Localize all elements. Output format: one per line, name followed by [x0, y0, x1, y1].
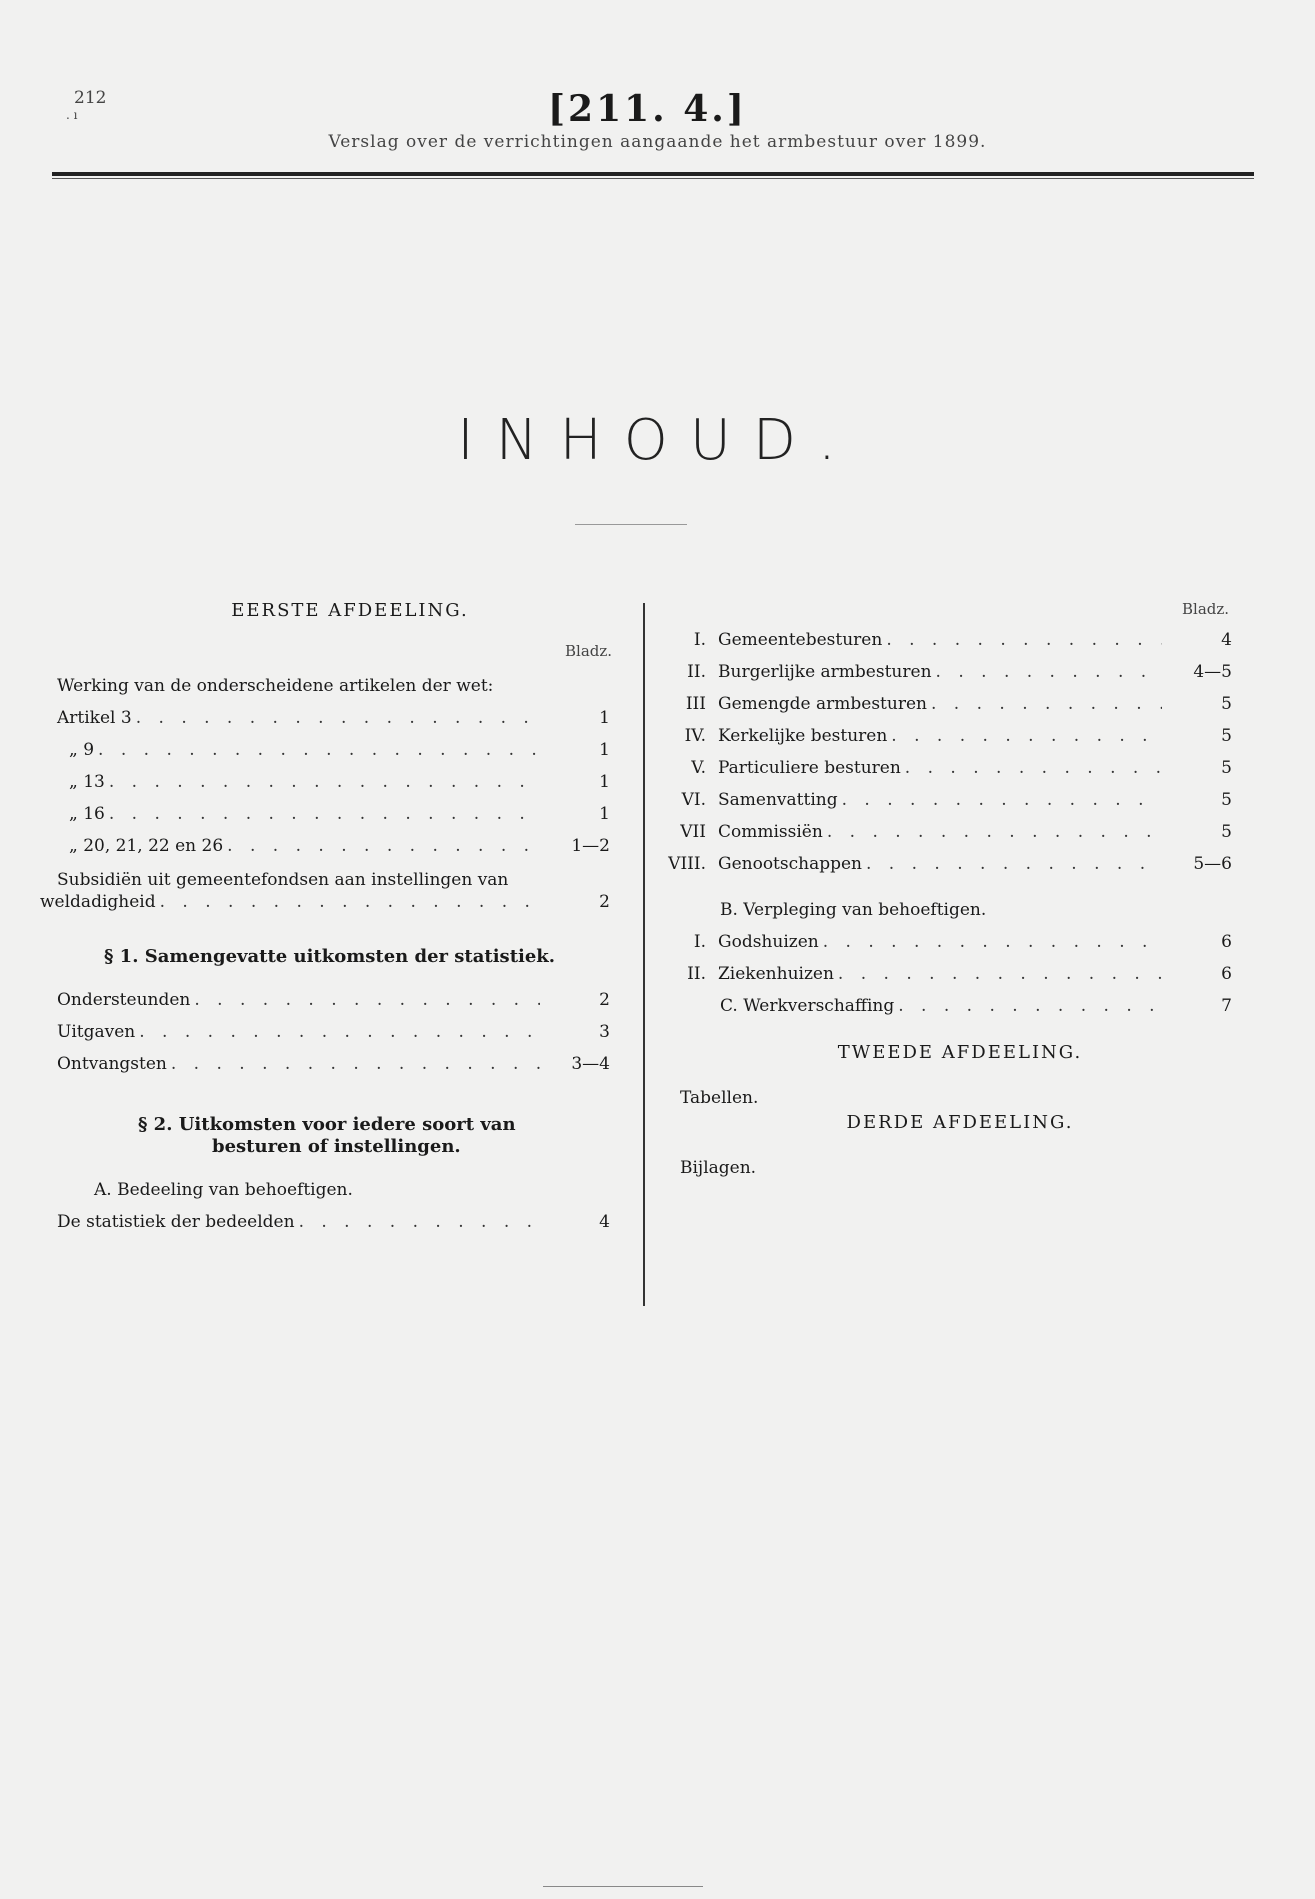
toc-entry-page: 1 — [599, 740, 610, 760]
toc-entry-label: „ 9 — [69, 740, 95, 760]
leader-dots — [105, 804, 540, 824]
subsidie-text: Subsidiën uit gemeentefondsen aan instellingen van — [57, 870, 509, 890]
toc-entry-page: 6 — [1221, 964, 1232, 984]
toc-entry[interactable] — [662, 758, 1232, 784]
leader-dots — [105, 772, 540, 792]
toc-entry-number: VII — [680, 822, 706, 842]
bottom-rule — [543, 1886, 703, 1887]
running-head: Verslag over de verrichtingen aangaande het armbestuur over 1899. — [328, 132, 987, 152]
toc-entry-label: Burgerlijke armbesturen — [718, 662, 932, 682]
intro-text: Werking van de onderscheidene artikelen der wet: — [57, 676, 494, 696]
leader-dots — [901, 758, 1162, 778]
toc-entry-label: Artikel 3 — [57, 708, 132, 728]
leader-dots — [135, 1022, 540, 1042]
leader-dots — [223, 836, 540, 856]
toc-entry[interactable] — [662, 854, 1232, 880]
toc-entry-label: „ 13 — [69, 772, 105, 792]
leader-dots — [862, 854, 1162, 874]
toc-entry[interactable] — [720, 996, 1232, 1022]
toc-entry[interactable] — [57, 740, 610, 766]
toc-entry-page: 3—4 — [571, 1054, 610, 1074]
leader-dots — [94, 740, 540, 760]
leader-dots — [887, 726, 1162, 746]
toc-entry[interactable] — [57, 772, 610, 798]
toc-entry[interactable] — [57, 1054, 610, 1080]
toc-entry-page: 5—6 — [1193, 854, 1232, 874]
toc-entry-label: Ziekenhuizen — [718, 964, 834, 984]
leader-dots — [823, 822, 1162, 842]
leader-dots — [927, 694, 1162, 714]
toc-entry[interactable] — [57, 1022, 610, 1048]
section-title-first: EERSTE AFDEELING. — [231, 600, 469, 621]
toc-entry-page: 5 — [1221, 822, 1232, 842]
section-title-second: TWEEDE AFDEELING. — [837, 1042, 1083, 1063]
toc-entry-page: 7 — [1221, 996, 1232, 1016]
leader-dots — [132, 708, 540, 728]
toc-entry-number: II. — [687, 964, 706, 984]
toc-entry[interactable] — [662, 694, 1232, 720]
toc-entry-label: Ondersteunden — [57, 990, 191, 1010]
paragraph-2-title-cont: besturen of instellingen. — [212, 1136, 461, 1157]
toc-entry-label: Uitgaven — [57, 1022, 136, 1042]
toc-entry-page: 5 — [1221, 726, 1232, 746]
header-rule-thin — [52, 178, 1254, 179]
toc-entry-label: Commissiën — [718, 822, 823, 842]
toc-entry-page: 4 — [1221, 630, 1232, 650]
subsection-b-title: B. Verpleging van behoeftigen. — [720, 900, 987, 920]
toc-entry-label: weldadigheid — [40, 892, 156, 912]
toc-entry[interactable] — [57, 990, 610, 1016]
toc-entry-label: Kerkelijke besturen — [718, 726, 888, 746]
header-rule — [52, 172, 1254, 176]
page-mark: . ı — [66, 108, 78, 122]
toc-entry-number: IV. — [684, 726, 706, 746]
leader-dots — [932, 662, 1162, 682]
leader-dots — [190, 990, 540, 1010]
toc-entry[interactable] — [662, 790, 1232, 816]
leader-dots — [295, 1212, 540, 1232]
leader-dots — [838, 790, 1162, 810]
leader-dots — [882, 630, 1162, 650]
toc-entry[interactable] — [662, 932, 1232, 958]
leader-dots — [156, 892, 540, 912]
bijlagen-label: Bijlagen. — [680, 1158, 757, 1178]
column-divider — [643, 603, 645, 1306]
toc-entry[interactable] — [662, 822, 1232, 848]
toc-entry[interactable] — [662, 964, 1232, 990]
toc-entry-page: 1 — [599, 804, 610, 824]
leader-dots — [167, 1054, 540, 1074]
toc-entry[interactable] — [662, 630, 1232, 656]
toc-entry-page: 5 — [1221, 790, 1232, 810]
toc-entry-number: VIII. — [668, 854, 706, 874]
toc-entry[interactable] — [662, 726, 1232, 752]
bladz-label-left: Bladz. — [565, 642, 613, 660]
toc-entry-label: De statistiek der bedeelden — [57, 1212, 295, 1232]
document-code: [211. 4.] — [548, 88, 747, 130]
toc-entry-page: 1—2 — [571, 836, 610, 856]
leader-dots — [819, 932, 1162, 952]
toc-entry[interactable] — [662, 662, 1232, 688]
toc-entry-label: Gemengde armbesturen — [718, 694, 927, 714]
subsection-a-title: A. Bedeeling van behoeftigen. — [94, 1180, 353, 1200]
toc-entry-label: C. Werkverschaffing — [720, 996, 895, 1016]
toc-entry-number: III — [685, 694, 706, 714]
toc-entry-page: 4—5 — [1193, 662, 1232, 682]
toc-entry-label: Ontvangsten — [57, 1054, 167, 1074]
toc-entry[interactable] — [57, 804, 610, 830]
toc-entry-page: 2 — [599, 892, 610, 912]
toc-entry-number: I. — [693, 932, 706, 952]
paragraph-2-title: § 2. Uitkomsten voor iedere soort van — [138, 1114, 516, 1135]
toc-entry-label: Particuliere besturen — [718, 758, 901, 778]
leader-dots — [834, 964, 1162, 984]
toc-entry-page: 3 — [599, 1022, 610, 1042]
toc-entry-label: Samenvatting — [718, 790, 838, 810]
toc-entry-page: 1 — [599, 772, 610, 792]
toc-entry-label: Gemeentebesturen — [718, 630, 883, 650]
paragraph-1-title: § 1. Samengevatte uitkomsten der statistiek. — [104, 946, 556, 967]
toc-entry-page: 5 — [1221, 694, 1232, 714]
toc-entry-label: Godshuizen — [718, 932, 819, 952]
title-rule — [575, 524, 687, 525]
toc-entry[interactable] — [57, 1212, 610, 1238]
toc-entry-label: „ 20, 21, 22 en 26 — [69, 836, 224, 856]
tabellen-label: Tabellen. — [680, 1088, 759, 1108]
toc-entry-number: VI. — [681, 790, 706, 810]
toc-entry-label: „ 16 — [69, 804, 105, 824]
toc-entry-page: 6 — [1221, 932, 1232, 952]
toc-entry-label: Genootschappen — [718, 854, 862, 874]
bladz-label-right: Bladz. — [1182, 600, 1230, 618]
toc-entry-number: V. — [691, 758, 706, 778]
toc-entry-number: I. — [693, 630, 706, 650]
toc-entry-page: 4 — [599, 1212, 610, 1232]
leader-dots — [894, 996, 1162, 1016]
toc-entry-page: 1 — [599, 708, 610, 728]
toc-entry-page: 5 — [1221, 758, 1232, 778]
toc-entry-page: 2 — [599, 990, 610, 1010]
page-title: INHOUD. — [457, 408, 858, 473]
section-title-third: DERDE AFDEELING. — [846, 1112, 1074, 1133]
toc-entry[interactable] — [57, 708, 610, 734]
toc-entry-number: II. — [687, 662, 706, 682]
toc-entry[interactable] — [57, 836, 610, 862]
toc-entry[interactable] — [40, 892, 610, 918]
page-number: 212 — [74, 88, 107, 108]
